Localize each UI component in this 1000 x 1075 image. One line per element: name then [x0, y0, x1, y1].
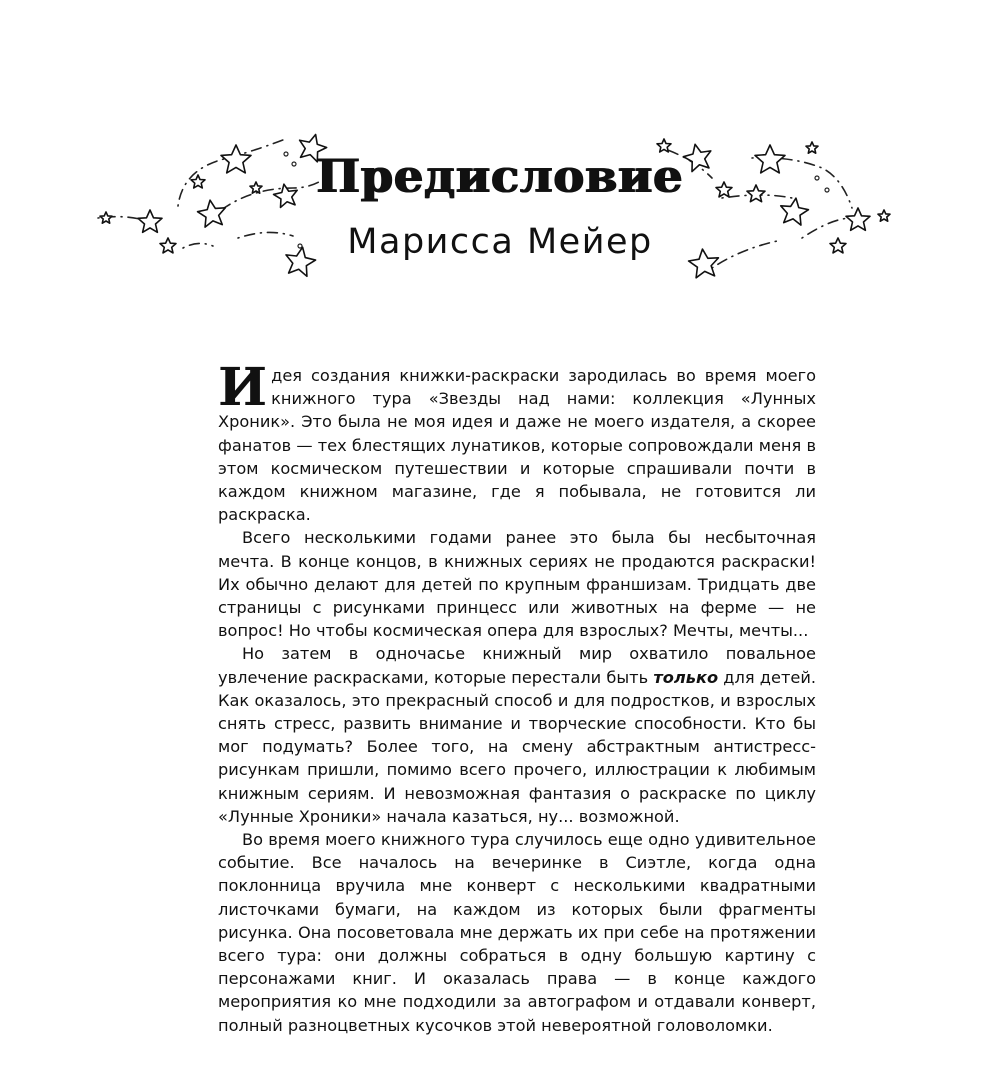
page-title: Предисловие — [316, 149, 684, 203]
star-constellation-icon — [88, 118, 338, 298]
paragraph-3-text-before: Но затем в одночасье книжный мир охватило повальное увлечение раскрасками, которые перестали быть — [218, 644, 816, 687]
drop-cap: И — [218, 357, 268, 418]
left-star-decoration — [88, 118, 338, 298]
author-name: Марисса Мейер — [347, 222, 653, 262]
paragraph-4: Во время моего книжного тура случилось еще одно удивительное событие. Все началось на вечеринке в Сиэтле, когда одна поклонница вручила мне конверт с несколькими квадратными листочками бумаги, на каждом из которых были фрагменты рисунка. Она посоветовала мне держать их при себе на протяжении всего тура: они должны собраться в одну большую картину с персонажами книг. И оказалась права — в конце каждого мероприятия ко мне подходили за автографом и отдавали конверт, полный разноцветных кусочков этой невероятной головоломки. — [218, 830, 816, 1035]
right-star-decoration — [652, 118, 902, 298]
paragraph-3-text-after: для детей. Как оказалось, это прекрасный способ и для подростков, и взрослых снять стресс, развить внимание и творческие способности. Кто бы мог подумать? Более того, на смену абстрактным антистресс-рисункам пришли, помимо всего прочего, иллюстрации к любимым книжным сериям. И невозможная фантазия о раскраске по циклу «Лунные Хроники» начала казаться, ну... возможной. — [218, 667, 817, 826]
paragraph-2: Всего несколькими годами ранее это была бы несбыточная мечта. В конце концов, в книжных сериях не продаются раскраски! Их обычно делают для детей по крупным франшизам. Тридцать две страницы с рисунками принцесс или животных на ферме — не вопрос! Но чтобы космическая опера для взрослых? Мечты, мечты... — [218, 528, 816, 641]
paragraph-3-emphasis: только — [653, 667, 719, 687]
paragraph-1-text: дея создания книжки-раскраски зародилась во время моего книжного тура «Звезды над нами: коллекция «Лунных Хроник». Это была не моя идея и даже не моего издателя, а скорее фанатов — тех блестящих лунатиков, которые сопровождали меня в этом космическом путешествии и которые спрашивали почти в каждом книжном магазине, где я побывала, не готовится ли раскраска. — [218, 366, 816, 525]
foreword-text — [218, 357, 817, 1037]
star-constellation-icon — [652, 118, 902, 298]
paragraph-1 — [218, 357, 816, 526]
paragraph-3 — [218, 642, 816, 828]
